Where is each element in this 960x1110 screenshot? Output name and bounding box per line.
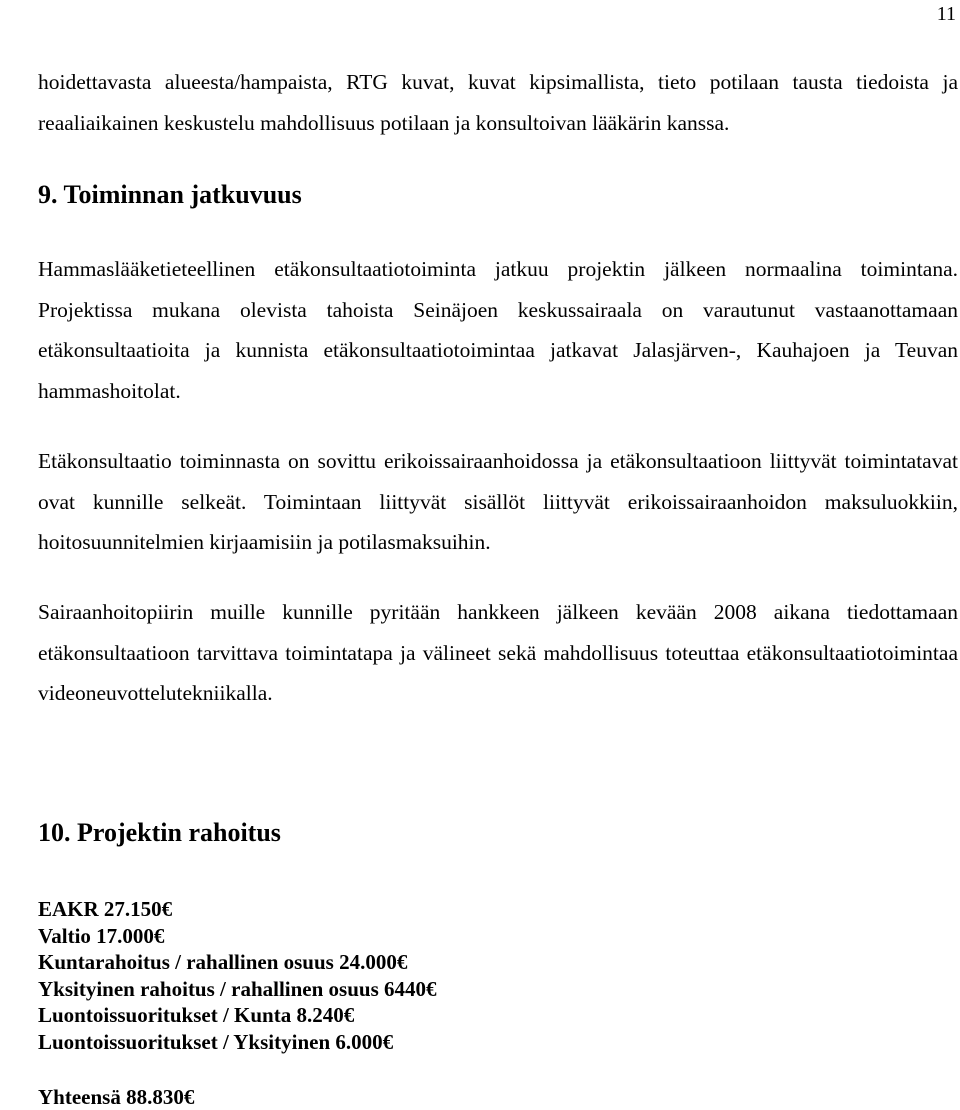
section-9-paragraph-1: Hammaslääketieteellinen etäkonsultaatiotoiminta jatkuu projektin jälkeen normaalina toimintana. Projektissa mukana olevista tahoista Seinäjoen keskussairaala on varautunut vastaanottamaan etäkonsultaatioita ja kunnista etäkonsultaatiotoimintaa jatkavat Jalasjärven-, Kauhajoen ja Teuvan hammashoitolat.: [38, 257, 958, 403]
funding-item-valtio: Valtio 17.000€: [38, 923, 165, 948]
section-9-paragraph-1-block: [38, 249, 958, 411]
section-9-paragraph-3: Sairaanhoitopiirin muille kunnille pyritään hankkeen jälkeen kevään 2008 aikana tiedottamaan etäkonsultaatioon tarvittava toimintatapa ja välineet sekä mahdollisuus toteuttaa etäkonsultaatiotoimintaa videoneuvottelutekniikalla.: [38, 600, 958, 705]
funding-item-kuntarahoitus: Kuntarahoitus / rahallinen osuus 24.000€: [38, 950, 408, 974]
section-9-paragraph-2-block: [38, 441, 958, 563]
intro-paragraph: hoidettavasta alueesta/hampaista, RTG kuvat, kuvat kipsimallista, tieto potilaan tausta tiedoista ja reaaliaikainen keskustelu mahdollisuus potilaan ja konsultoivan lääkärin kanssa.: [38, 70, 958, 135]
section-9-heading: 9. Toiminnan jatkuvuus: [38, 180, 302, 209]
funding-item-luontoissuoritukset-yksityinen: Luontoissuoritukset / Yksityinen 6.000€: [38, 1029, 394, 1054]
funding-total: Yhteensä 88.830€: [38, 1085, 195, 1109]
section-9-heading-block: [38, 180, 958, 210]
intro-paragraph-block: [38, 62, 958, 143]
page-number: 11: [936, 3, 956, 25]
section-9-paragraph-3-block: [38, 592, 958, 714]
funding-item-yksityinen-rahoitus: Yksityinen rahoitus / rahallinen osuus 6440€: [38, 976, 437, 1001]
section-10-heading: 10. Projektin rahoitus: [38, 818, 281, 847]
funding-item-eakr: EAKR 27.150€: [38, 897, 173, 921]
funding-list: [38, 896, 437, 1055]
funding-item-luontoissuoritukset-kunta: Luontoissuoritukset / Kunta 8.240€: [38, 1003, 355, 1027]
section-9-paragraph-2: Etäkonsultaatio toiminnasta on sovittu erikoissairaanhoidossa ja etäkonsultaatioon liittyvät toimintatavat ovat kunnille selkeät. Toimintaan liittyvät sisällöt liittyvät erikoissairaanhoidon maksuluokkiin, hoitosuunnitelmien kirjaamisiin ja potilasmaksuihin.: [38, 449, 958, 554]
section-10-heading-block: [38, 818, 958, 848]
